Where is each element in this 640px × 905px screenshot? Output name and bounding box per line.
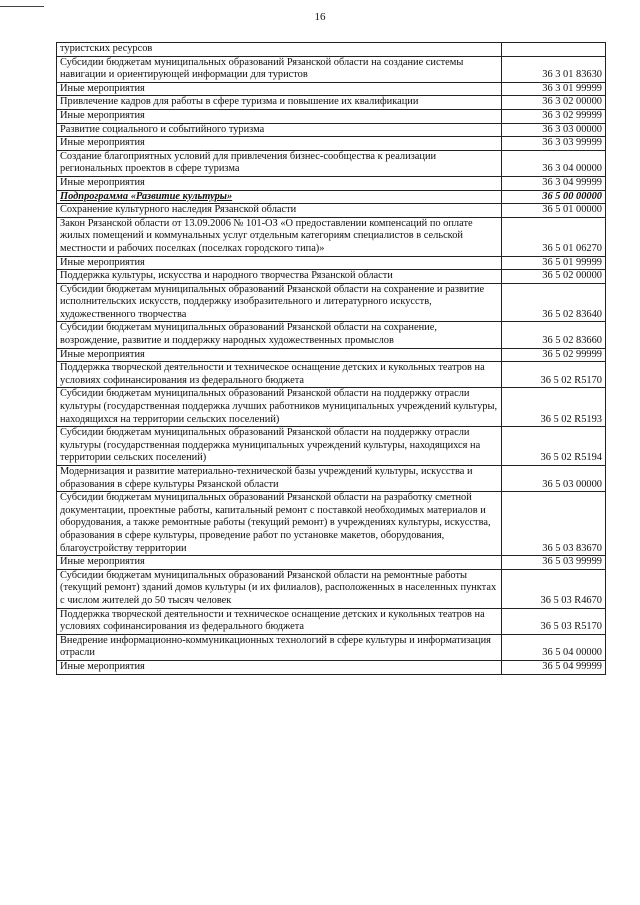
table-row: [57, 427, 606, 466]
row-code-cell: 36 5 02 99999: [502, 348, 606, 362]
row-name-cell: Субсидии бюджетам муниципальных образований Рязанской области на поддержку отрасли культуры (государственная поддержка муниципальных учреждений культуры, находящихся на территории сельских поселений): [57, 427, 502, 466]
table-row: [57, 388, 606, 427]
table-row: [57, 43, 606, 57]
row-name-cell: Иные мероприятия: [57, 556, 502, 570]
table-row: [57, 256, 606, 270]
table-row: [57, 150, 606, 176]
row-code-cell: 36 5 02 R5193: [502, 388, 606, 427]
row-code-cell: 36 5 04 99999: [502, 660, 606, 674]
scan-edge-mark: [0, 6, 44, 7]
table-row: [57, 466, 606, 492]
row-name-cell: Внедрение информационно-коммуникационных технологий в сфере культуры и информатизация отрасли: [57, 634, 502, 660]
table-row: [57, 556, 606, 570]
row-code-cell: 36 3 01 83630: [502, 56, 606, 82]
row-name-cell: Субсидии бюджетам муниципальных образований Рязанской области на сохранение и развитие исполнительских искусств, поддержку изобразительного и литературного искусств, художественного творчества: [57, 283, 502, 322]
row-name-cell: Субсидии бюджетам муниципальных образований Рязанской области на создание системы навигации и ориентирующей информации для туристов: [57, 56, 502, 82]
table-body: [57, 43, 606, 675]
table-row: [57, 634, 606, 660]
table-row: [57, 270, 606, 284]
table-row: [57, 190, 606, 204]
budget-classification-table: [56, 42, 606, 675]
table-row: [57, 322, 606, 348]
row-name-cell: Субсидии бюджетам муниципальных образований Рязанской области на поддержку отрасли культуры (государственная поддержка лучших работников муниципальных учреждений культуры, находящихся на территории сельских поселений): [57, 388, 502, 427]
row-code-cell: 36 5 03 R5170: [502, 608, 606, 634]
row-code-cell: 36 5 03 R4670: [502, 569, 606, 608]
row-name-cell: Поддержка культуры, искусства и народного творчества Рязанской области: [57, 270, 502, 284]
row-code-cell: 36 5 02 R5194: [502, 427, 606, 466]
row-name-cell: Иные мероприятия: [57, 137, 502, 151]
row-code-cell: 36 3 02 00000: [502, 96, 606, 110]
table-row: [57, 204, 606, 218]
row-name-cell: Иные мероприятия: [57, 256, 502, 270]
row-code-cell: 36 3 03 99999: [502, 137, 606, 151]
row-code-cell: 36 3 04 99999: [502, 176, 606, 190]
row-name-cell: Закон Рязанской области от 13.09.2006 № 101-ОЗ «О предоставлении компенсаций по оплате жилых помещений и коммунальных услуг отдельным категориям специалистов в сельской местности и рабочих поселках (поселках городского типа)»: [57, 217, 502, 256]
row-name-cell: Субсидии бюджетам муниципальных образований Рязанской области на сохранение, возрождение, развитие и поддержку народных художественных промыслов: [57, 322, 502, 348]
row-code-cell: 36 3 03 00000: [502, 123, 606, 137]
row-name-cell: Иные мероприятия: [57, 660, 502, 674]
row-name-cell: туристских ресурсов: [57, 43, 502, 57]
row-code-cell: 36 5 01 00000: [502, 204, 606, 218]
row-code-cell: 36 5 02 R5170: [502, 362, 606, 388]
table-row: [57, 123, 606, 137]
table-row: [57, 109, 606, 123]
row-code-cell: 36 5 02 83640: [502, 283, 606, 322]
row-name-cell: Поддержка творческой деятельности и техническое оснащение детских и кукольных театров на условиях софинансирования из федерального бюджета: [57, 608, 502, 634]
table-row: [57, 569, 606, 608]
table-row: [57, 176, 606, 190]
row-name-cell: Иные мероприятия: [57, 176, 502, 190]
page-number: 16: [314, 11, 326, 23]
row-code-cell: 36 5 03 00000: [502, 466, 606, 492]
table-row: [57, 660, 606, 674]
row-name-cell: [57, 190, 502, 204]
row-code-cell: 36 5 04 00000: [502, 634, 606, 660]
table-row: [57, 137, 606, 151]
row-code-cell: 36 5 02 83660: [502, 322, 606, 348]
row-code-cell: 36 5 03 83670: [502, 492, 606, 556]
row-name-cell: Сохранение культурного наследия Рязанской области: [57, 204, 502, 218]
row-code-cell: 36 5 02 00000: [502, 270, 606, 284]
table-row: [57, 283, 606, 322]
row-code-cell: 36 3 04 00000: [502, 150, 606, 176]
row-name-cell: Субсидии бюджетам муниципальных образований Рязанской области на разработку сметной документации, проектные работы, капитальный ремонт с поставкой необходимых материалов и оборудования, а также ремонтные работы (текущий ремонт) в учреждениях культуры, искусства, образования в сфере культуры, проведение работ по установке макетов, оборудования, благоустройству территории: [57, 492, 502, 556]
table-row: [57, 96, 606, 110]
row-name-cell: Иные мероприятия: [57, 348, 502, 362]
table-row: [57, 56, 606, 82]
table-row: [57, 217, 606, 256]
row-code-cell: [502, 43, 606, 57]
subprogram-title: Подпрограмма «Развитие культуры»: [60, 190, 233, 202]
table-row: [57, 608, 606, 634]
row-name-cell: Создание благоприятных условий для привлечения бизнес-сообщества к реализации региональных проектов в сфере туризма: [57, 150, 502, 176]
row-name-cell: Привлечение кадров для работы в сфере туризма и повышение их квалификации: [57, 96, 502, 110]
table-row: [57, 82, 606, 96]
table-row: [57, 492, 606, 556]
table-row: [57, 362, 606, 388]
row-name-cell: Поддержка творческой деятельности и техническое оснащение детских и кукольных театров на условиях софинансирования из федерального бюджета: [57, 362, 502, 388]
row-name-cell: Модернизация и развитие материально-технической базы учреждений культуры, искусства и образования в сфере культуры Рязанской области: [57, 466, 502, 492]
row-code-cell: 36 5 03 99999: [502, 556, 606, 570]
row-code-cell: 36 3 01 99999: [502, 82, 606, 96]
row-code-cell: 36 3 02 99999: [502, 109, 606, 123]
table-row: [57, 348, 606, 362]
row-code-cell: 36 5 00 00000: [502, 190, 606, 204]
row-code-cell: 36 5 01 99999: [502, 256, 606, 270]
row-name-cell: Субсидии бюджетам муниципальных образований Рязанской области на ремонтные работы (текущий ремонт) зданий домов культуры (и их филиалов), расположенных в населенных пунктах с числом жителей до 50 тысяч человек: [57, 569, 502, 608]
row-code-cell: 36 5 01 06270: [502, 217, 606, 256]
row-name-cell: Развитие социального и событийного туризма: [57, 123, 502, 137]
row-name-cell: Иные мероприятия: [57, 109, 502, 123]
row-name-cell: Иные мероприятия: [57, 82, 502, 96]
